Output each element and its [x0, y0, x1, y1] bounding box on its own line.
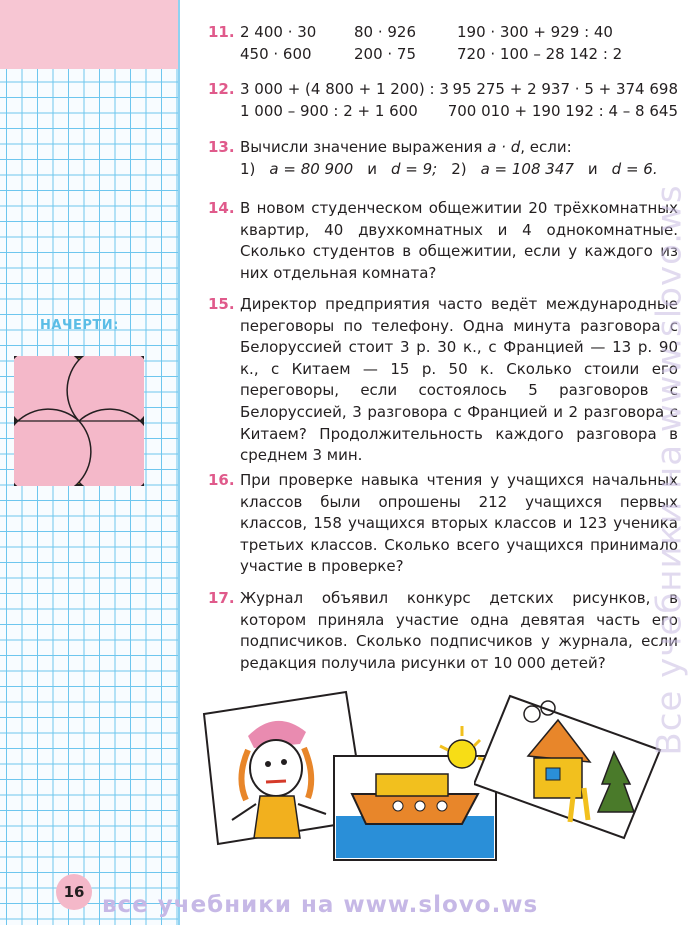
task-16: [208, 470, 678, 578]
expression: 80 · 926: [354, 23, 417, 41]
task-12: [208, 79, 678, 122]
child-drawing-house: [474, 692, 662, 842]
expression: 190 · 300 + 929 : 40: [457, 23, 613, 41]
task-parts: 1) a = 80 900 и d = 9; 2) a = 108 347 и d = 6.: [240, 159, 658, 178]
expression: 450 · 600: [240, 44, 312, 63]
expression: 720 · 100 – 28 142 : 2: [457, 44, 623, 63]
task-number: 17.: [208, 589, 235, 607]
expression-row: [240, 22, 678, 44]
expression: 3 000 + (4 800 + 1 200) : 3: [240, 80, 449, 98]
expression: 200 · 75: [354, 44, 417, 63]
task-number: 12.: [208, 80, 235, 98]
page-number: 16: [56, 874, 92, 910]
draw-heading: НАЧЕРТИ:: [40, 318, 119, 333]
task-number: 14.: [208, 199, 235, 217]
task-number: 11.: [208, 23, 235, 41]
expression-row: [240, 101, 678, 123]
expression: 700 010 + 190 192 : 4 – 8 645: [447, 101, 678, 120]
task-number: 13.: [208, 138, 235, 156]
expression: 95 275 + 2 937 · 5 + 374 698: [452, 80, 678, 98]
expression-row: [240, 44, 678, 66]
task-17: [208, 588, 678, 674]
bottom-watermark: все учебники на www.slovo.ws: [102, 892, 539, 918]
expression: 2 400 · 30: [240, 23, 317, 41]
task-13: [208, 137, 678, 180]
task-15: [208, 294, 678, 467]
expression: 1 000 – 900 : 2 + 1 600: [240, 101, 418, 120]
task-number: 16.: [208, 471, 235, 489]
task-number: 15.: [208, 295, 235, 313]
flower-pattern-figure: [14, 356, 144, 486]
task-11: [208, 22, 678, 65]
task-text: При проверке навыка чтения у учащихся начальных классов были опрошены 212 учащихся первых классов, 158 учащихся вторых классов и 123 ученика третьих классов. Сколько всего учащихся принимало участие в проверке?: [240, 471, 678, 576]
task-text: Журнал объявил конкурс детских рисунков, в котором приняла участие одна девятая часть его подписчиков. Сколько подписчиков у журнала, если редакция получила рисунки от 10 000 детей?: [240, 589, 678, 672]
vertical-watermark: Все учебники на www.slovo.ws: [650, 184, 691, 756]
task-14: [208, 198, 678, 284]
task-text: Директор предприятия часто ведёт международные переговоры по телефону. Одна минута разговора с Белоруссией стоит 3 р. 30 к., с Францией — 13 р. 90 к., с Китаем — 15 р. 50 к. Сколько стоили его переговоры, если состоялось 5 разговоров с Белоруссией, 3 разговора с Францией и 2 разговора с Китаем? Продолжительность каждого разговора в среднем 3 мин.: [240, 295, 678, 465]
task-text: В новом студенческом общежитии 20 трёхкомнатных квартир, 40 двухкомнатных и 4 однокомнатные. Сколько студентов в общежитии, если у каждого из них отдельная комната?: [240, 199, 678, 282]
task-text: Вычисли значение выражения a · d, если:: [240, 138, 572, 156]
pink-header-tab: [0, 0, 178, 69]
expression-row: [240, 79, 678, 101]
